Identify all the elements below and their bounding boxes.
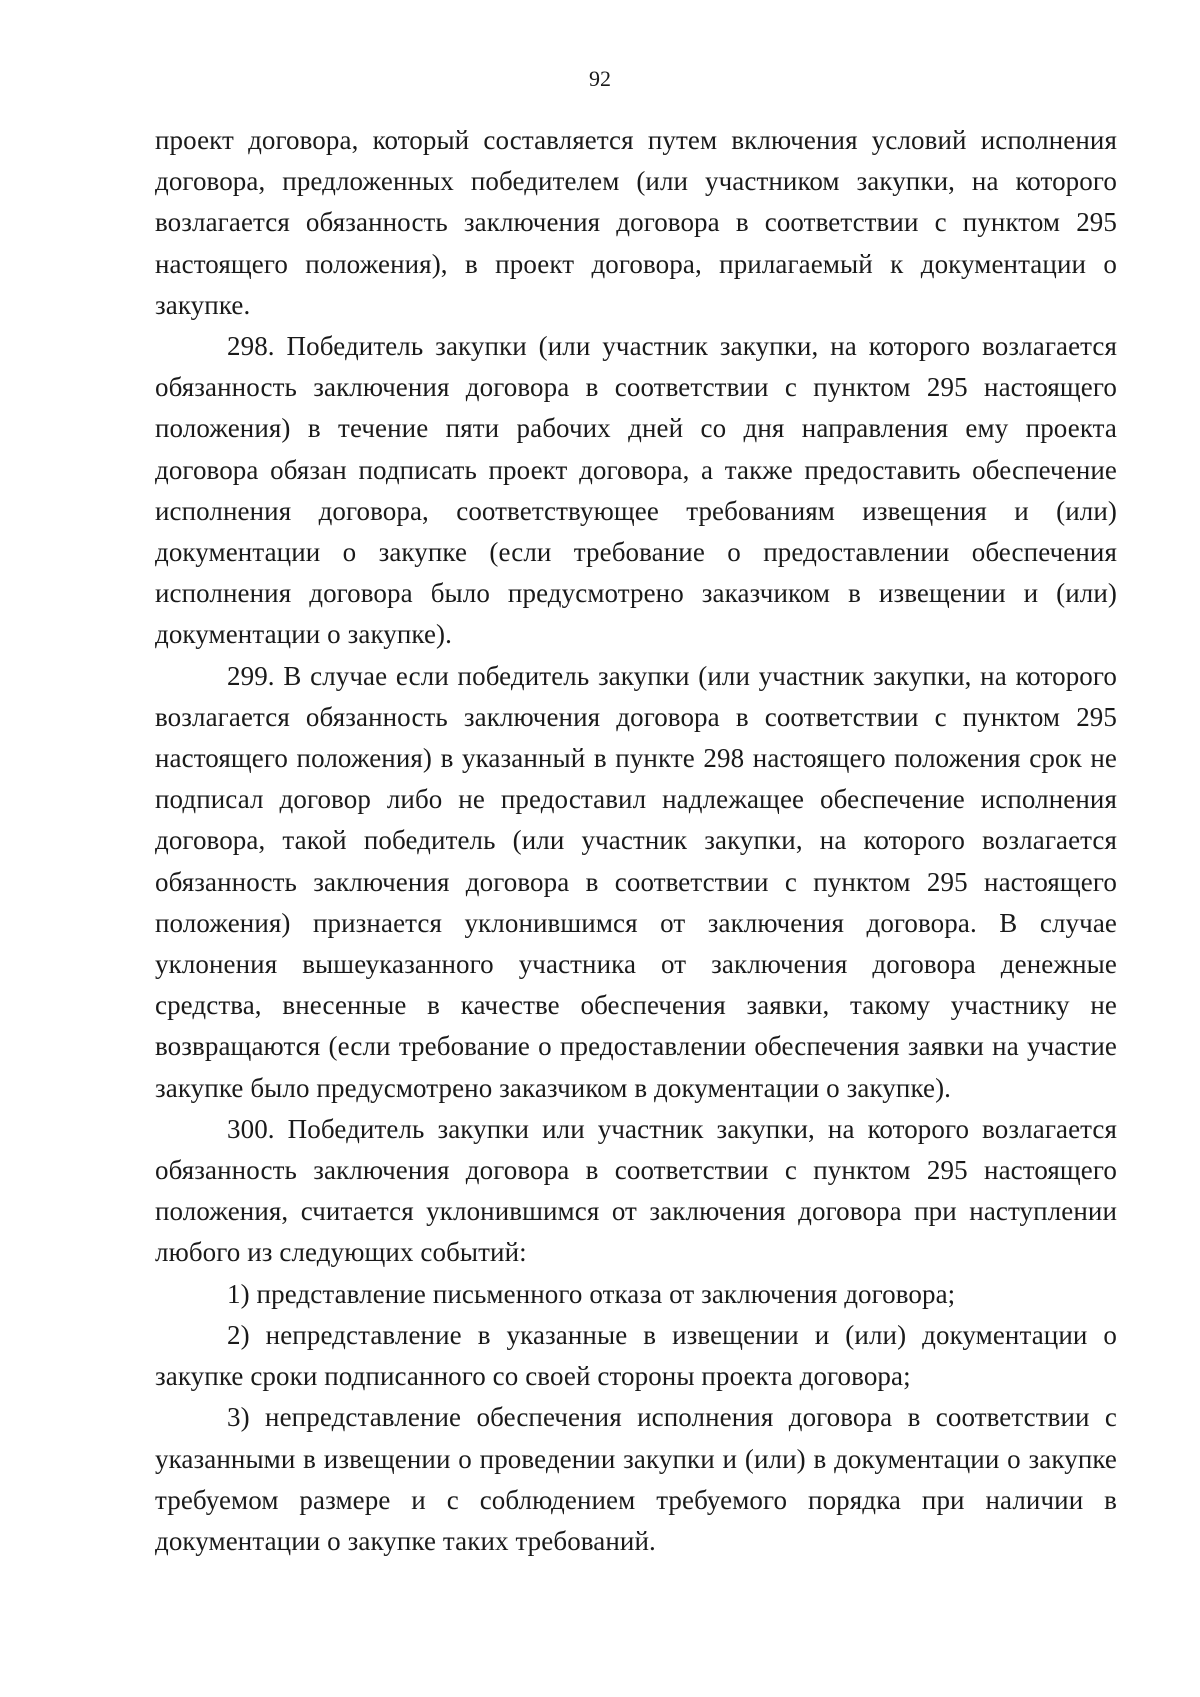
list-item-2: 2) непредставление в указанные в извещении и (или) документации о закупке сроки подписанного со своей стороны проекта договора; [155, 1319, 1117, 1392]
list-item-1: 1) представление письменного отказа от заключения договора; [227, 1278, 956, 1309]
list-item-3: 3) непредставление обеспечения исполнения договора в соответствии с указанными в извещении о проведении закупки и (или) в документации о закупке требуемом размере и с соблюдением требуемого порядка при наличии в документации о закупке таких требований. [155, 1402, 1117, 1556]
document-body [155, 120, 1117, 1562]
paragraph-300: 300. Победитель закупки или участник закупки, на которого возлагается обязанность заключения договора в соответствии с пунктом 295 настоящего положения, считается уклонившимся от заключения договора при наступлении любого из следующих событий: [155, 1113, 1117, 1268]
paragraph-299: 299. В случае если победитель закупки (или участник закупки, на которого возлагается обязанность заключения договора в соответствии с пунктом 295 настоящего положения) в указанный в пункте 298 настоящего положения срок не подписал договор либо не предоставил надлежащее обеспечение исполнения договора, такой победитель (или участник закупки, на которого возлагается обязанность заключения договора в соответствии с пунктом 295 настоящего положения) признается уклонившимся от заключения договора. В случае уклонения вышеуказанного участника от заключения договора денежные средства, внесенные в качестве обеспечения заявки, такому участнику не возвращаются (если требование о предоставлении обеспечения заявки на участие закупке было предусмотрено заказчиком в документации о закупке). [155, 660, 1117, 1103]
page-number: 92 [589, 66, 611, 91]
paragraph-298: 298. Победитель закупки (или участник закупки, на которого возлагается обязанность заключения договора в соответствии с пунктом 295 настоящего положения) в течение пяти рабочих дней со дня направления ему проекта договора обязан подписать проект договора, а также предоставить обеспечение исполнения договора, соответствующее требованиям извещения и (или) документации о закупке (если требование о предоставлении обеспечения исполнения договора было предусмотрено заказчиком в извещении и (или) документации о закупке). [155, 331, 1117, 650]
paragraph-continuation: проект договора, который составляется путем включения условий исполнения договора, предложенных победителем (или участником закупки, на которого возлагается обязанность заключения договора в соответствии с пунктом 295 настоящего положения), в проект договора, прилагаемый к документации о закупке. [155, 125, 1117, 320]
